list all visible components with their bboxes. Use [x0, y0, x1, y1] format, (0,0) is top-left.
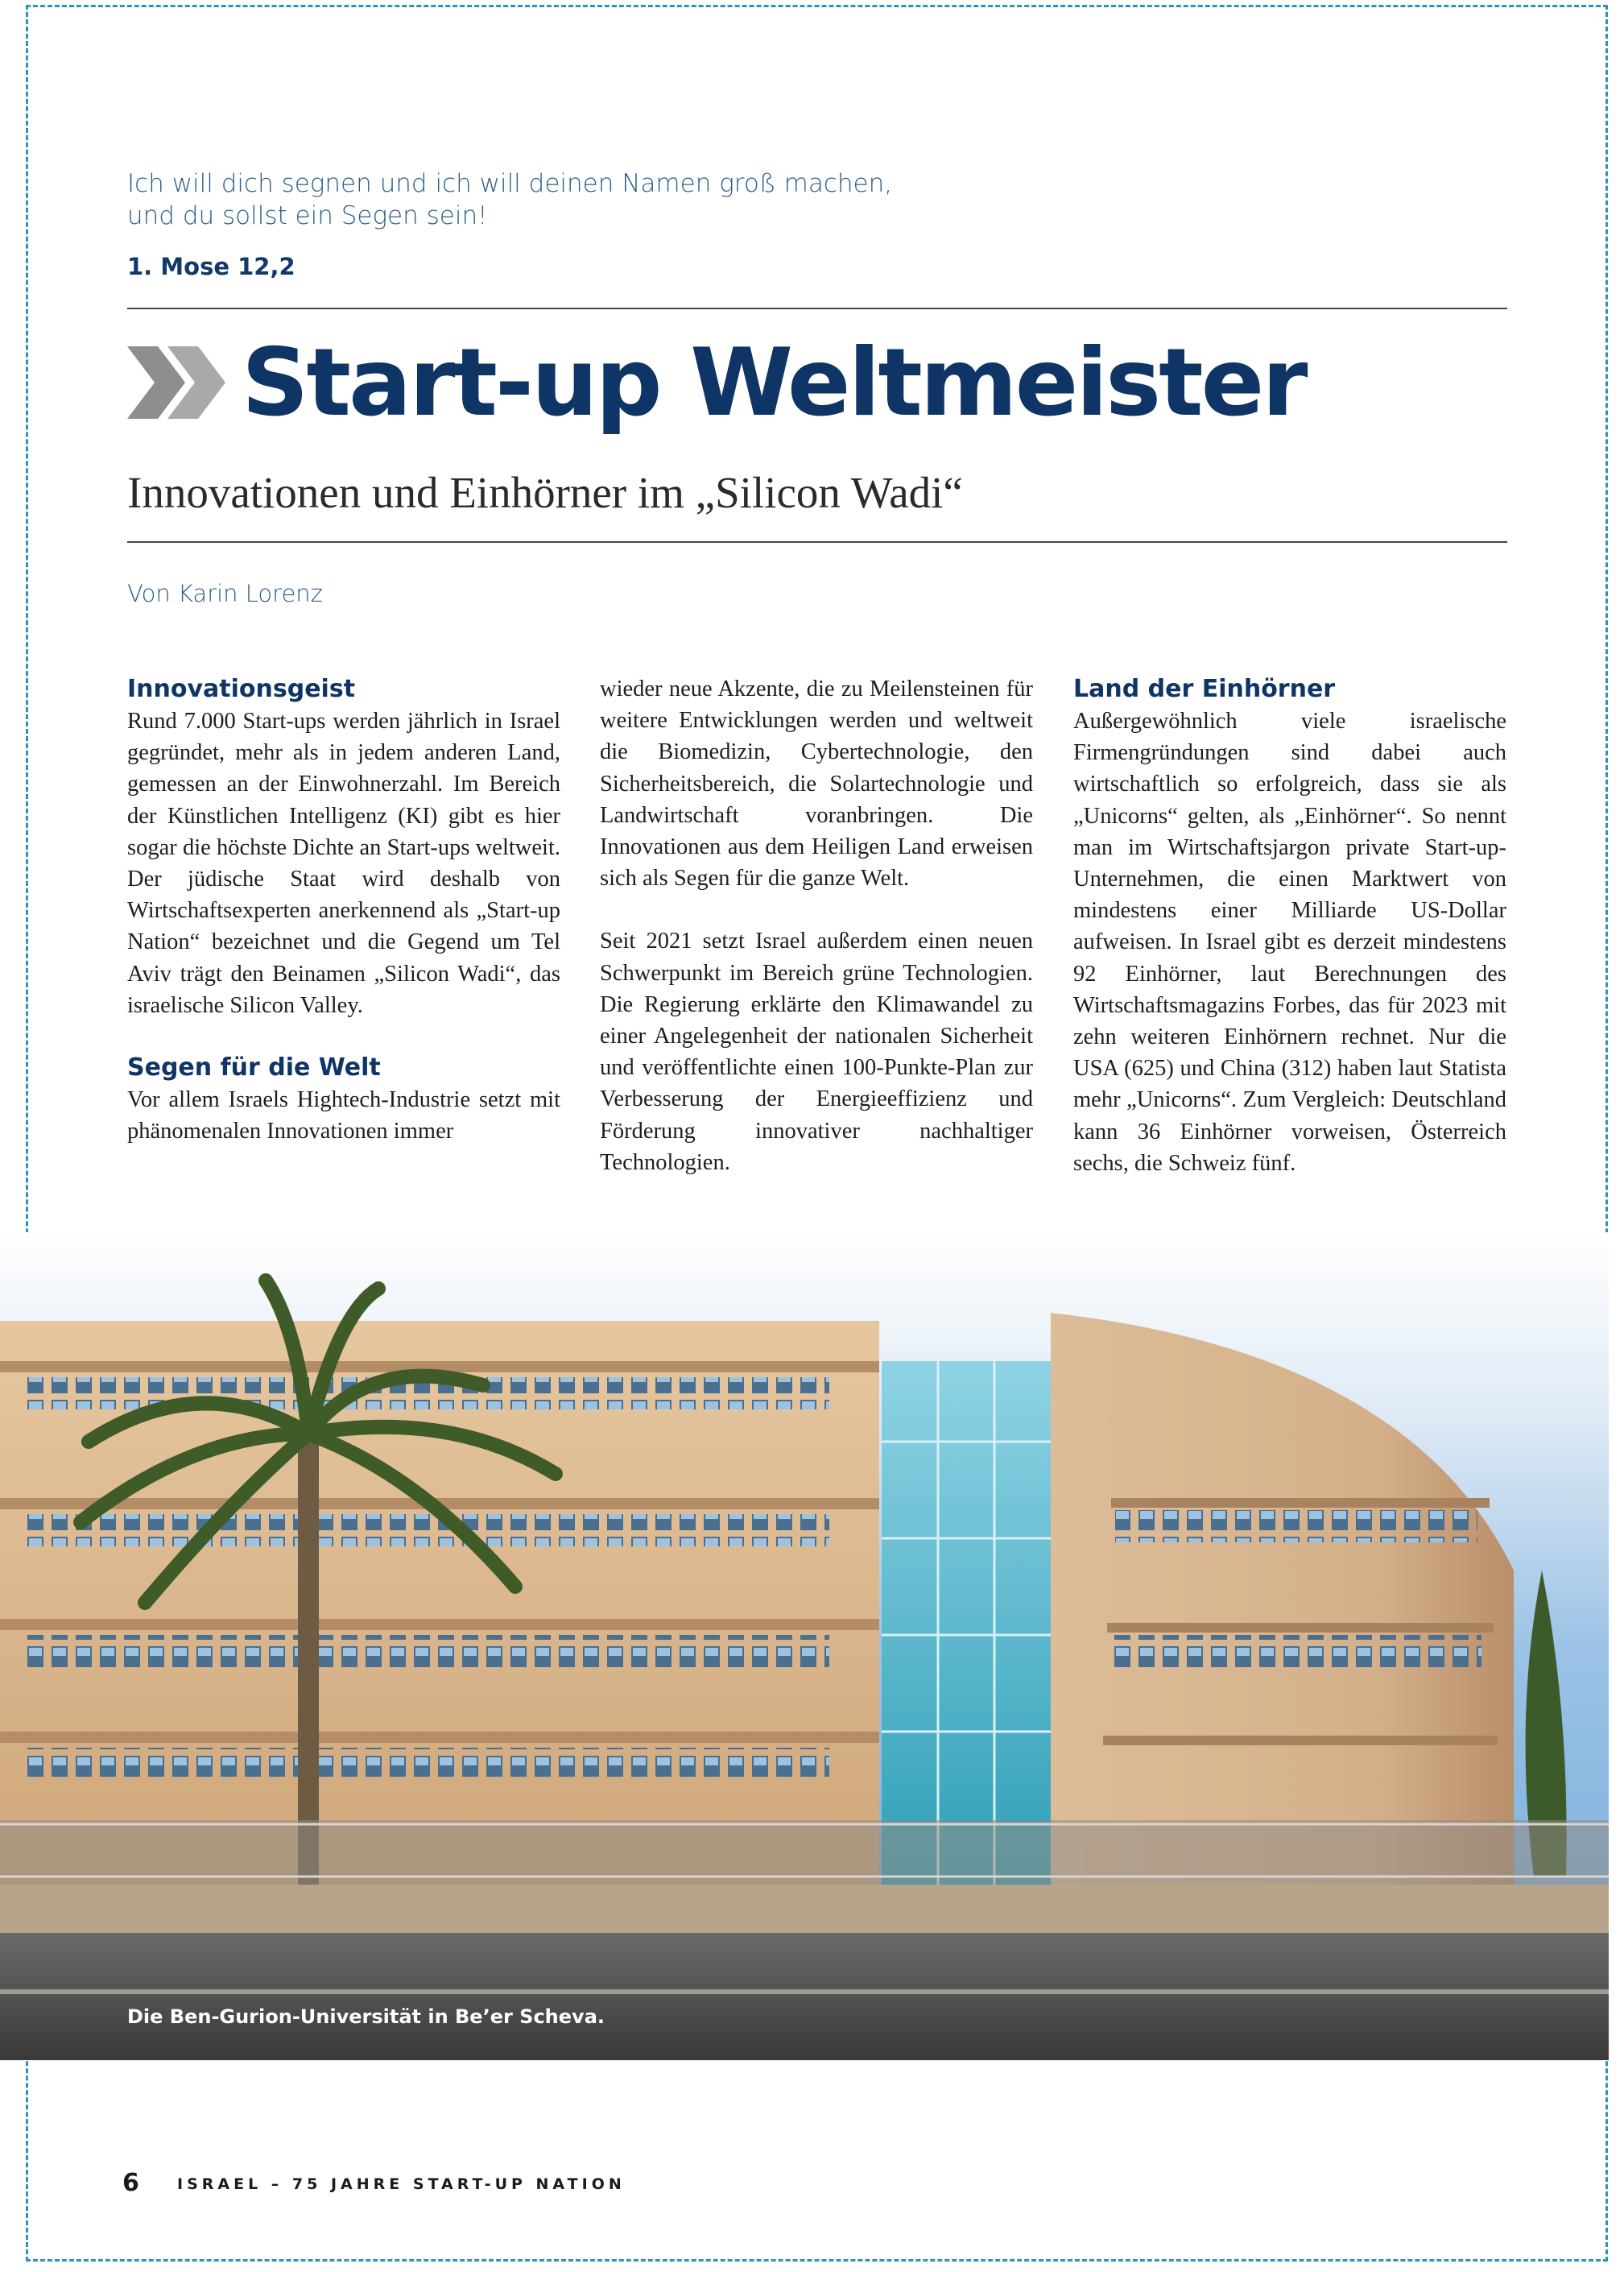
double-chevron-icon: [127, 346, 232, 419]
heading-innovationsgeist: Innovationsgeist: [127, 675, 356, 703]
paragraph-akzente: wieder neue Akzente, die zu Meilensteinen für weitere Entwicklungen werden und weltweit die Biomedizin, Cybertechnologie, den Sicherheitsbereich, die Solartechnologie und Landwirtschaft voranbringen. Die Innovationen aus dem Heiligen Land erweisen sich als Segen für die ganze Welt.: [600, 677, 1033, 892]
column-2: [600, 673, 1033, 1178]
paragraph-gruene-technologien: Seit 2021 setzt Israel außerdem einen neuen Schwerpunkt im Bereich grüne Technologien. Die Regierung erklärte den Klimawandel zu einer Angelegenheit der nationalen Sicherheit und veröffentlichte einen 100-Punkte-Plan zur Verbesserung der Energieeffizienz und Förderung innovativer nachhaltiger Technologien.: [600, 929, 1033, 1175]
column-3: [1073, 673, 1506, 1179]
paragraph-segen: Vor allem Israels Hightech-Industrie setzt mit phänomenalen Innovationen immer: [127, 1087, 560, 1144]
university-photo: [0, 1232, 1609, 2060]
article-title: Start-up Weltmeister: [242, 328, 1306, 437]
article-subtitle: Innovationen und Einhörner im „Silicon Wadi“: [127, 468, 963, 517]
paragraph-innovationsgeist: Rund 7.000 Start-ups werden jährlich in Israel gegründet, mehr als in jedem anderen Land, gemessen an der Einwohnerzahl. Im Bereich der Künstlichen Intelligenz (KI) gibt es hier sogar die höchste Dichte an Start-ups weltweit. Der jüdische Staat wird deshalb von Wirtschaftsexperten anerkennend als „Start-up Nation“ bezeichnet und die Gegend um Tel Aviv trägt den Beinamen „Silicon Wadi“, das israelische Silicon Valley.: [127, 709, 560, 1018]
running-footer: ISRAEL – 75 JAHRE START-UP NATION: [177, 2175, 626, 2193]
photo-caption: Die Ben-Gurion-Universität in Be’er Scheva.: [127, 2005, 605, 2028]
quote-reference: 1. Mose 12,2: [127, 253, 295, 280]
byline: Von Karin Lorenz: [127, 580, 323, 607]
divider-bottom: [127, 541, 1507, 543]
divider-top: [127, 308, 1507, 309]
paragraph-einhoerner: Außergewöhnlich viele israelische Firmengründungen sind dabei auch wirtschaftlich so erfolgreich, dass sie als „Unicorns“ gelten, als „Einhörner“. So nennt man im Wirtschaftsjargon private Start-up-Unternehmen, die einen Marktwert von mindestens einer Milliarde US-Dollar aufweisen. In Israel gibt es derzeit mindestens 92 Einhörner, laut Berechnungen des Wirtschaftsmagazins Forbes, das für 2023 mit zehn weiteren Einhörnern rechnet. Nur die USA (625) und China (312) haben laut Statista mehr „Unicorns“. Zum Vergleich: Deutschland kann 36 Einhörner vorweisen, Österreich sechs, die Schweiz fünf.: [1073, 709, 1506, 1176]
bible-quote: [127, 168, 1013, 232]
column-1: [127, 673, 560, 1147]
page-number: 6: [122, 2169, 139, 2197]
building-illustration: [0, 1232, 1609, 2060]
heading-einhoerner: Land der Einhörner: [1073, 675, 1336, 703]
quote-line-1: Ich will dich segnen und ich will deinen Namen groß machen,: [127, 169, 893, 198]
heading-segen: Segen für die Welt: [127, 1053, 381, 1082]
title-block: [127, 326, 1305, 439]
quote-line-2: und du sollst ein Segen sein!: [127, 201, 488, 230]
